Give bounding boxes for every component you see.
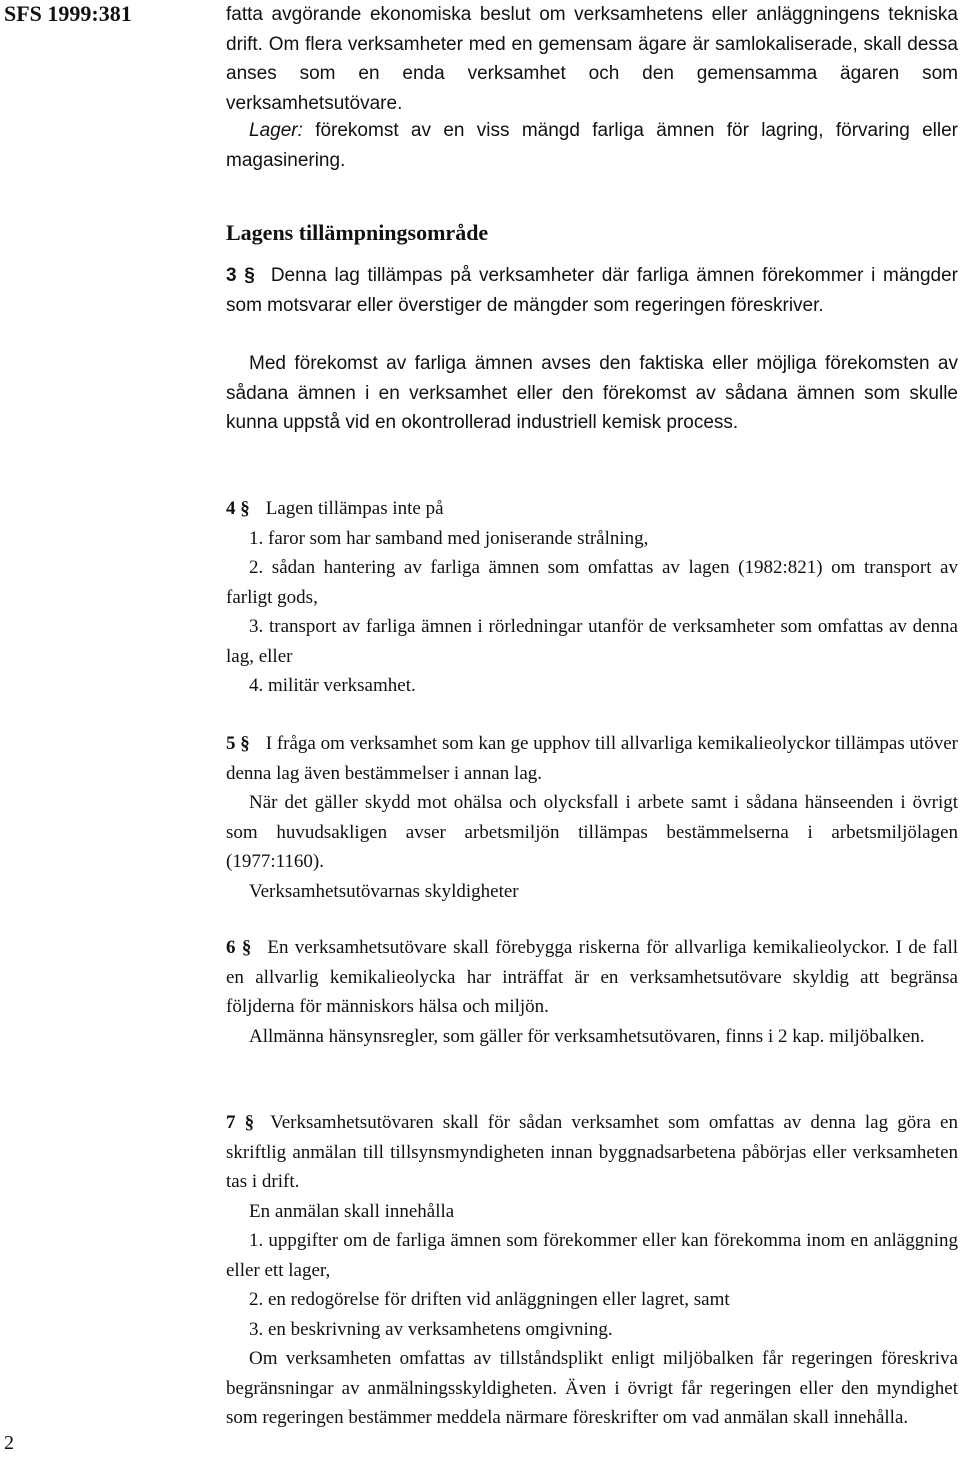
lager-definition (226, 116, 958, 175)
section-7-item-3: 3. en beskrivning av verksamhetens omgivning. (249, 1318, 613, 1340)
section-7-paragraph-3: Om verksamheten omfattas av tillståndsplikt enligt miljöbalken får regeringen föreskriva begränsningar av anmälningsskyldigheten. Även i övrigt får regeringen eller den myndighet som regeringen bestämmer meddela närmare föreskrifter om vad anmälan skall innehålla. (226, 1348, 958, 1428)
section-7 (226, 1108, 958, 1433)
section-6 (226, 933, 958, 1051)
section-7-paragraph-1: 7 § Verksamhetsutövaren skall för sådan verksamhet som omfattas av denna lag göra en skriftlig anmälan till tillsynsmyndigheten innan byggnadsarbetena påbörjas eller verksamheten tas i drift. (226, 1112, 958, 1192)
section-4-item-2: 2. sådan hantering av farliga ämnen som omfattas av lagen (1982:821) om transport av farligt gods, (226, 557, 958, 608)
section-6-paragraph-2: Allmänna hänsynsregler, som gäller för verksamhetsutövaren, finns i 2 kap. miljöbalken. (249, 1025, 925, 1047)
section-5-number: 5 § (226, 733, 250, 754)
section-4-item-4: 4. militär verksamhet. (249, 675, 416, 696)
lager-text: förekomst av en viss mängd farliga ämnen för lagring, förvaring eller magasinering. (226, 120, 958, 171)
section-5-paragraph-1: 5 § I fråga om verksamhet som kan ge upphov till allvarliga kemikalieolyckor tillämpas utöver denna lag även bestämmelser i annan lag. (226, 733, 958, 784)
section-3-number: 3 § (226, 265, 255, 286)
sfs-number: SFS 1999:381 (4, 1, 132, 26)
section-4-paragraph-1: 4 § Lagen tillämpas inte på (226, 498, 444, 519)
section-6-paragraph-1: 6 § En verksamhetsutövare skall förebygga riskerna för allvarliga kemikalieolyckor. I de fall en allvarlig kemikalieolycka har inträffat är en verksamhetsutövare skyldig att begränsa följderna för människors hälsa och miljön. (226, 937, 959, 1017)
section-3-paragraph-2: Med förekomst av farliga ämnen avses den faktiska eller möjliga förekomsten av sådana ämnen i en verksamhet eller den förekomst av sådana ämnen som skulle kunna uppstå vid en okontrollerad industriell kemisk process. (226, 353, 958, 433)
section-5 (226, 729, 958, 906)
page-number: 2 (4, 1432, 14, 1454)
intro-paragraph: fatta avgörande ekonomiska beslut om verksamhetens eller anläggningens tekniska drift. Om flera verksamheter med en gemensam ägare är samlokaliserade, skall dessa anses som en enda verksamhet och den gemensamma ägaren som verksamhetsutövare. (226, 4, 958, 114)
section-4 (226, 494, 958, 701)
section-5-paragraph-2: När det gäller skydd mot ohälsa och olycksfall i arbete samt i sådana hänseenden i övrigt som huvudsakligen avser arbetsmiljön tillämpas bestämmelserna i arbetsmiljölagen (1977:1160). (226, 792, 958, 872)
section-4-item-1: 1. faror som har samband med joniserande strålning, (249, 527, 649, 549)
section-4-number: 4 § (226, 498, 250, 519)
lager-term: Lager: (249, 120, 303, 141)
section-heading: Lagens tillämpningsområde (226, 220, 489, 245)
section-5-paragraph-3: Verksamhetsutövarnas skyldigheter (249, 880, 519, 902)
section-3-paragraph-1: 3 § Denna lag tillämpas på verksamheter där farliga ämnen förekommer i mängder som motsvarar eller överstiger de mängder som regeringen föreskriver. (226, 265, 958, 316)
section-7-item-1: 1. uppgifter om de farliga ämnen som förekommer eller kan förekomma inom en anläggning eller ett lager, (226, 1230, 958, 1281)
section-7-paragraph-2: En anmälan skall innehålla (249, 1200, 455, 1222)
section-7-number: 7 § (226, 1112, 255, 1133)
section-7-item-2: 2. en redogörelse för driften vid anläggningen eller lagret, samt (249, 1289, 730, 1310)
section-6-number: 6 § (226, 937, 252, 958)
section-4-item-3: 3. transport av farliga ämnen i rörledningar utanför de verksamheter som omfattas av denna lag, eller (226, 616, 958, 667)
